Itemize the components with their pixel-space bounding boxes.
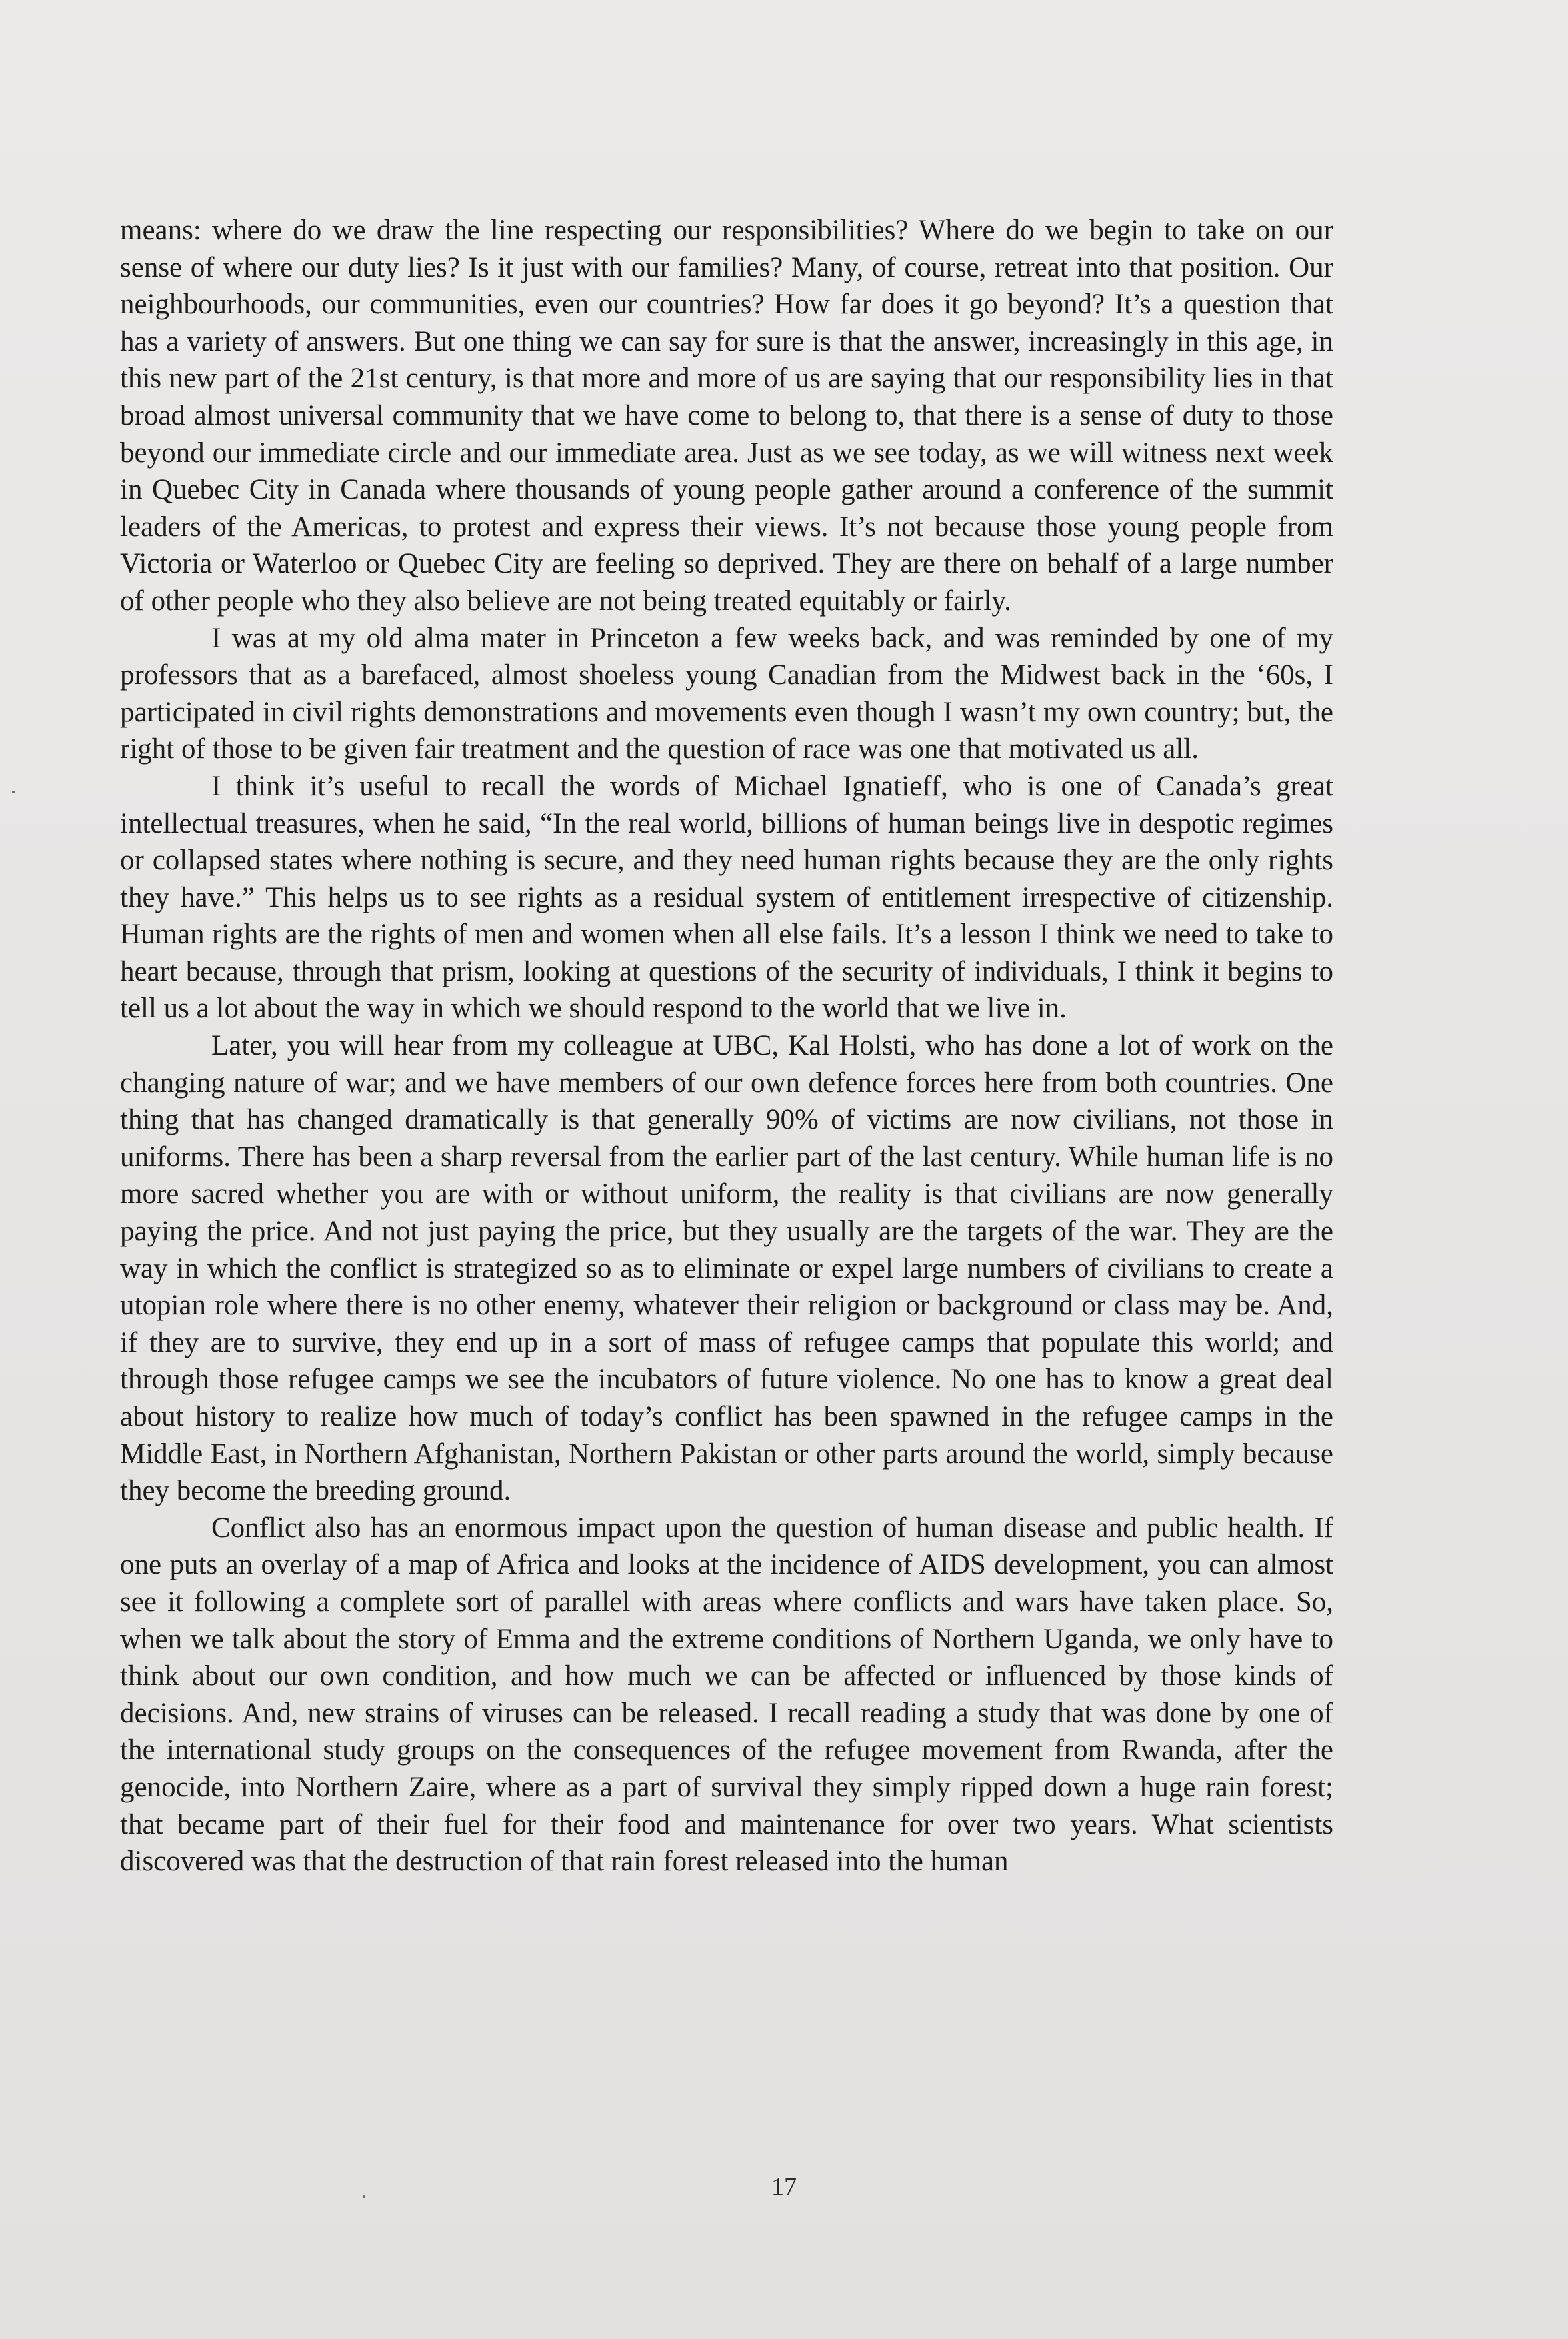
paragraph-3 — [120, 768, 1333, 1027]
scan-speck — [12, 791, 15, 793]
paragraph-4 — [120, 1027, 1333, 1510]
paragraph-3-text: I think it’s useful to recall the words of Michael Ignatieff, who is one of Canada’s great intellectual treasures, when he said, “In the real world, billions of human beings live in despotic regimes or collapsed states where nothing is secure, and they need human rights because they are the only rights they have.” This helps us to see rights as a residual system of entitlement irrespective of citizenship. Human rights are the rights of men and women when all else fails. It’s a lesson I think we need to take to heart because, through that prism, looking at questions of the security of individuals, I think it begins to tell us a lot about the way in which we should respond to the world that we live in. — [120, 770, 1333, 1025]
scan-speck — [363, 2195, 365, 2198]
paragraph-2 — [120, 620, 1333, 768]
paragraph-5 — [120, 1510, 1333, 1880]
paragraph-4-text: Later, you will hear from my colleague at UBC, Kal Holsti, who has done a lot of work on the changing nature of war; and we have members of our own defence forces here from both countries. One thing that has changed dramatically is that generally 90% of victims are now civilians, not those in uniforms. There has been a sharp reversal from the earlier part of the last century. While human life is no more sacred whether you are with or without uniform, the reality is that civilians are now generally paying the price. And not just paying the price, but they usually are the targets of the war. They are the way in which the conflict is strategized so as to eliminate or expel large numbers of civilians to create a utopian role where there is no other enemy, whatever their religion or background or class may be. And, if they are to survive, they end up in a sort of mass of refugee camps that populate this world; and through those refugee camps we see the incubators of future violence. No one has to know a great deal about history to realize how much of today’s conflict has been spawned in the refugee camps in the Middle East, in Northern Afghanistan, Northern Pakistan or other parts around the world, simply because they become the breeding ground. — [120, 1030, 1333, 1507]
page-number: 17 — [771, 2173, 797, 2201]
paragraph-2-text: I was at my old alma mater in Princeton a few weeks back, and was reminded by one of my professors that as a barefaced, almost shoeless young Canadian from the Midwest back in the ‘60s, I participated in civil rights demonstrations and movements even though I wasn’t my own country; but, the right of those to be given fair treatment and the question of race was one that motivated us all. — [120, 622, 1333, 765]
body-text — [120, 212, 1333, 1880]
paragraph-1-text: means: where do we draw the line respecting our responsibilities? Where do we begin to take on our sense of where our duty lies? Is it just with our families? Many, of course, retreat into that position. Our neighbourhoods, our communities, even our countries? How far does it go beyond? It’s a question that has a variety of answers. But one thing we can say for sure is that the answer, increasingly in this age, in this new part of the 21st century, is that more and more of us are saying that our responsibility lies in that broad almost universal community that we have come to belong to, that there is a sense of duty to those beyond our immediate circle and our immediate area. Just as we see today, as we will witness next week in Quebec City in Canada where thousands of young people gather around a conference of the summit leaders of the Americas, to protest and express their views. It’s not because those young people from Victoria or Waterloo or Quebec City are feeling so deprived. They are there on behalf of a large number of other people who they also believe are not being treated equitably or fairly. — [120, 215, 1333, 617]
paragraph-5-text: Conflict also has an enormous impact upon the question of human disease and public health. If one puts an overlay of a map of Africa and looks at the incidence of AIDS development, you can almost see it following a complete sort of parallel with areas where conflicts and wars have taken place. So, when we talk about the story of Emma and the extreme conditions of Northern Uganda, we only have to think about our own condition, and how much we can be affected or influenced by those kinds of decisions. And, new strains of viruses can be released. I recall reading a study that was done by one of the international study groups on the consequences of the refugee movement from Rwanda, after the genocide, into Northern Zaire, where as a part of survival they simply ripped down a huge rain forest; that became part of their fuel for their food and maintenance for over two years. What scientists discovered was that the destruction of that rain forest released into the human — [120, 1512, 1333, 1878]
paragraph-1 — [120, 212, 1333, 620]
